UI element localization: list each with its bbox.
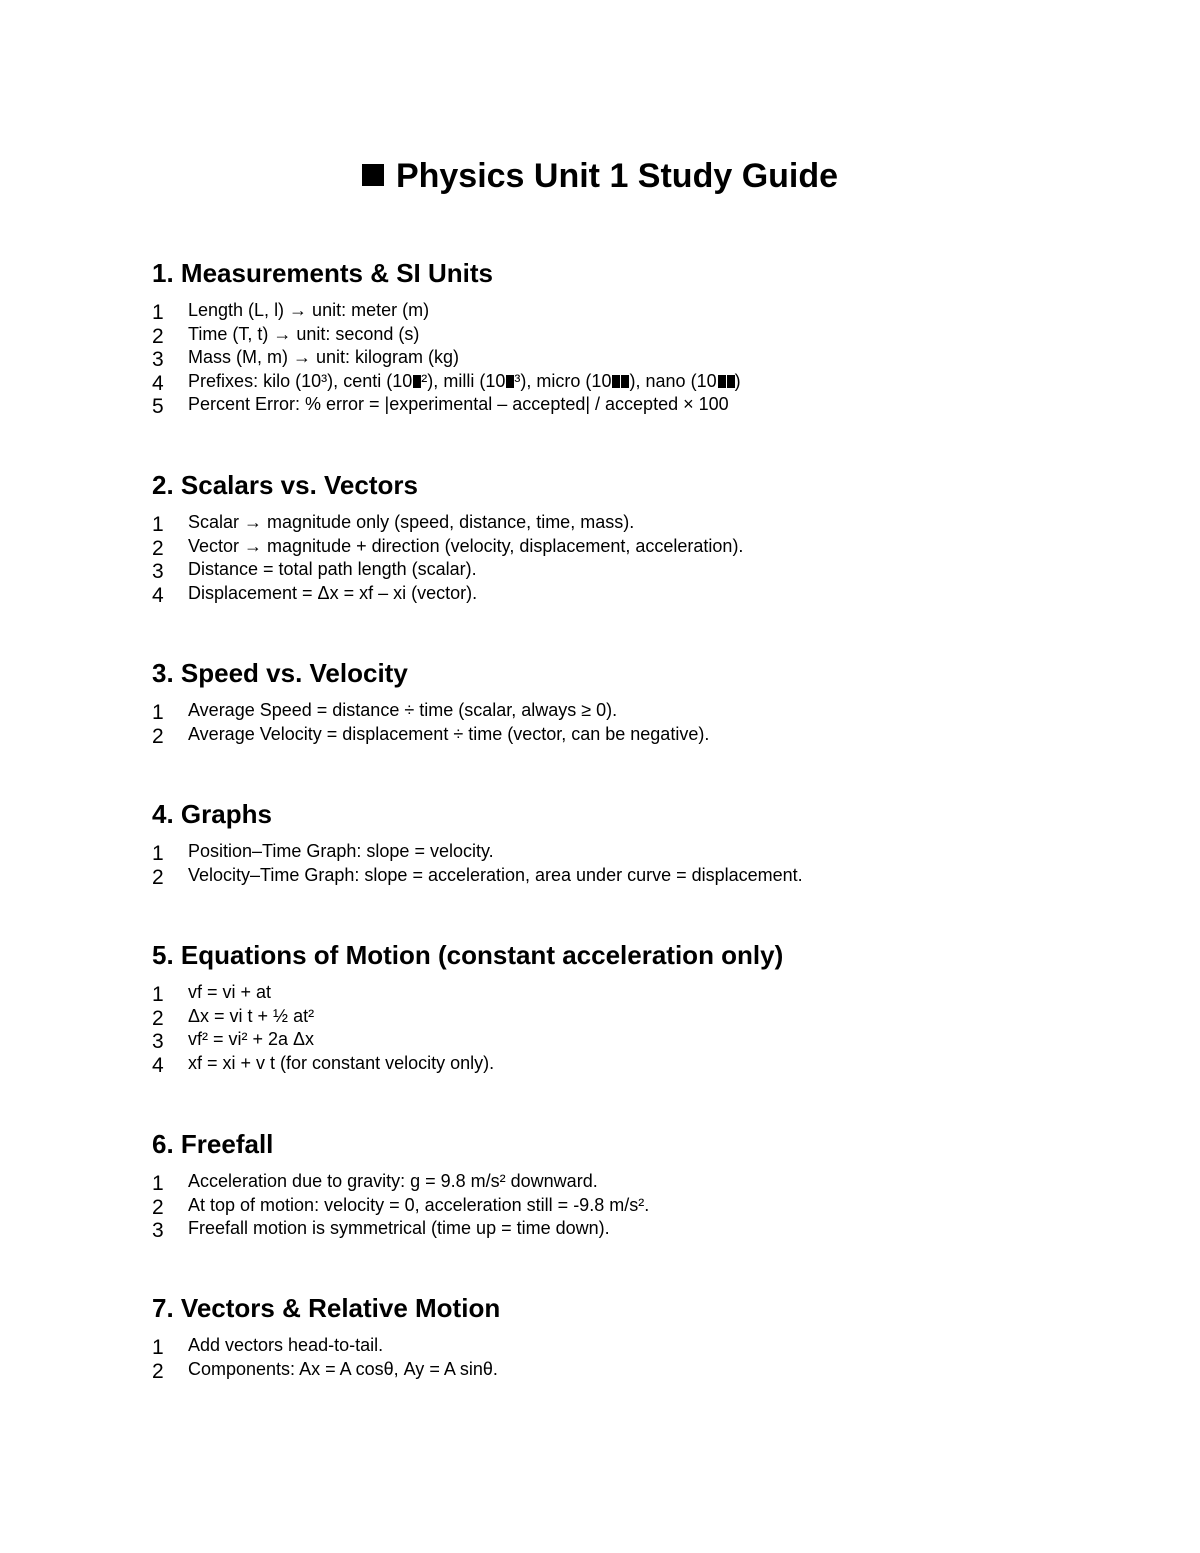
list-item: 5 Percent Error: % error = |experimental – accepted| / accepted × 100	[152, 394, 729, 419]
section-list	[152, 299, 1152, 417]
list-item-text: Freefall motion is symmetrical (time up = time down).	[188, 1218, 610, 1239]
list-item-text: Percent Error: % error = |experimental – accepted| / accepted × 100	[188, 394, 729, 415]
list-item: 1 Acceleration due to gravity: g = 9.8 m/s² downward.	[152, 1171, 598, 1195]
list-item: 2 Components: Ax = A cosθ, Ay = A sinθ.	[152, 1358, 498, 1383]
list-item-text: Distance = total path length (scalar).	[188, 559, 477, 580]
section-speed-velocity	[152, 655, 1152, 746]
list-item-text: Displacement = Δx = xf – xi (vector).	[188, 582, 478, 603]
square-bullet-icon	[362, 164, 384, 186]
list-item-text: Δx = vi t + ½ at²	[188, 1005, 315, 1026]
list-item-text: Vector → magnitude + direction (velocity, displacement, acceleration).	[188, 535, 744, 556]
list-item-text: Position–Time Graph: slope = velocity.	[188, 841, 494, 861]
list-item-text: At top of motion: velocity = 0, acceleration still = -9.8 m/s².	[188, 1194, 650, 1215]
list-item: 3 Distance = total path length (scalar).	[152, 559, 477, 584]
list-item: 2 Vector → magnitude + direction (velocity, displacement, acceleration).	[152, 535, 744, 560]
section-list	[152, 511, 1152, 605]
list-item: 2 Δx = vi t + ½ at²	[152, 1005, 315, 1030]
list-item: 1 Position–Time Graph: slope = velocity.	[152, 841, 494, 865]
page-title-text: Physics Unit 1 Study Guide	[395, 157, 839, 195]
list-item-text: Average Speed = distance ÷ time (scalar, always ≥ 0).	[188, 700, 618, 720]
list-item-text: Mass (M, m) → unit: kilogram (kg)	[188, 347, 460, 368]
section-heading: 4. Graphs	[152, 799, 272, 829]
list-item-text: Acceleration due to gravity: g = 9.8 m/s² downward.	[188, 1171, 598, 1191]
section-list	[152, 699, 1152, 746]
section-heading: 7. Vectors & Relative Motion	[152, 1293, 501, 1323]
section-list	[152, 1334, 1152, 1381]
section-heading: 2. Scalars vs. Vectors	[152, 470, 418, 500]
section-freefall	[152, 1126, 1152, 1241]
list-item: 4 xf = xi + v t (for constant velocity only).	[152, 1052, 495, 1077]
list-item: 3 Freefall motion is symmetrical (time up = time down).	[152, 1218, 610, 1243]
list-item: 3 Mass (M, m) → unit: kilogram (kg)	[152, 347, 460, 372]
list-item: 3 vf² = vi² + 2a Δx	[152, 1029, 315, 1054]
section-measurements	[152, 255, 1152, 417]
section-list	[152, 1170, 1152, 1241]
list-item-text: Components: Ax = A cosθ, Ay = A sinθ.	[188, 1358, 498, 1379]
list-item-text: vf = vi + at	[188, 982, 272, 1002]
list-item-text: vf² = vi² + 2a Δx	[188, 1029, 315, 1050]
list-item-text: Scalar → magnitude only (speed, distance, time, mass).	[188, 512, 635, 532]
section-heading: 3. Speed vs. Velocity	[152, 658, 408, 688]
list-item: 1 Add vectors head-to-tail.	[152, 1335, 384, 1359]
list-item-text: Length (L, l) → unit: meter (m)	[188, 300, 430, 320]
list-item: 4 Prefixes: kilo (10³), centi (10 ²), milli (10 ³), micro (10 ), nano (10 )	[152, 370, 741, 395]
list-item-text: Prefixes: kilo (10³), centi (10 ²), milli (10 ³), micro (10 ), nano (10 )	[188, 370, 741, 391]
list-item: 1 Scalar → magnitude only (speed, distance, time, mass).	[152, 512, 635, 536]
list-item-text: Time (T, t) → unit: second (s)	[188, 323, 420, 344]
list-item: 2 At top of motion: velocity = 0, acceleration still = -9.8 m/s².	[152, 1194, 650, 1219]
page-title	[0, 152, 1200, 200]
list-item: 1 Length (L, l) → unit: meter (m)	[152, 300, 430, 324]
section-heading: 5. Equations of Motion (constant acceleration only)	[152, 940, 784, 970]
list-item: 2 Time (T, t) → unit: second (s)	[152, 323, 420, 348]
list-item: 1 Average Speed = distance ÷ time (scalar, always ≥ 0).	[152, 700, 618, 724]
section-list	[152, 840, 1152, 887]
list-item: 1 vf = vi + at	[152, 982, 272, 1006]
section-vectors-relative-motion	[152, 1290, 1152, 1381]
section-graphs	[152, 796, 1152, 887]
section-heading: 1. Measurements & SI Units	[152, 258, 493, 288]
list-item-text: Add vectors head-to-tail.	[188, 1335, 384, 1355]
list-item: 2 Velocity–Time Graph: slope = acceleration, area under curve = displacement.	[152, 864, 803, 889]
section-equations-of-motion	[152, 937, 1152, 1075]
section-scalars-vectors	[152, 467, 1152, 605]
list-item: 4 Displacement = Δx = xf – xi (vector).	[152, 582, 478, 607]
section-heading: 6. Freefall	[152, 1129, 274, 1159]
list-item-text: xf = xi + v t (for constant velocity only).	[188, 1052, 495, 1073]
list-item-text: Average Velocity = displacement ÷ time (vector, can be negative).	[188, 723, 710, 744]
list-item: 2 Average Velocity = displacement ÷ time (vector, can be negative).	[152, 723, 710, 748]
section-list	[152, 981, 1152, 1075]
list-item-text: Velocity–Time Graph: slope = acceleration, area under curve = displacement.	[188, 864, 803, 885]
